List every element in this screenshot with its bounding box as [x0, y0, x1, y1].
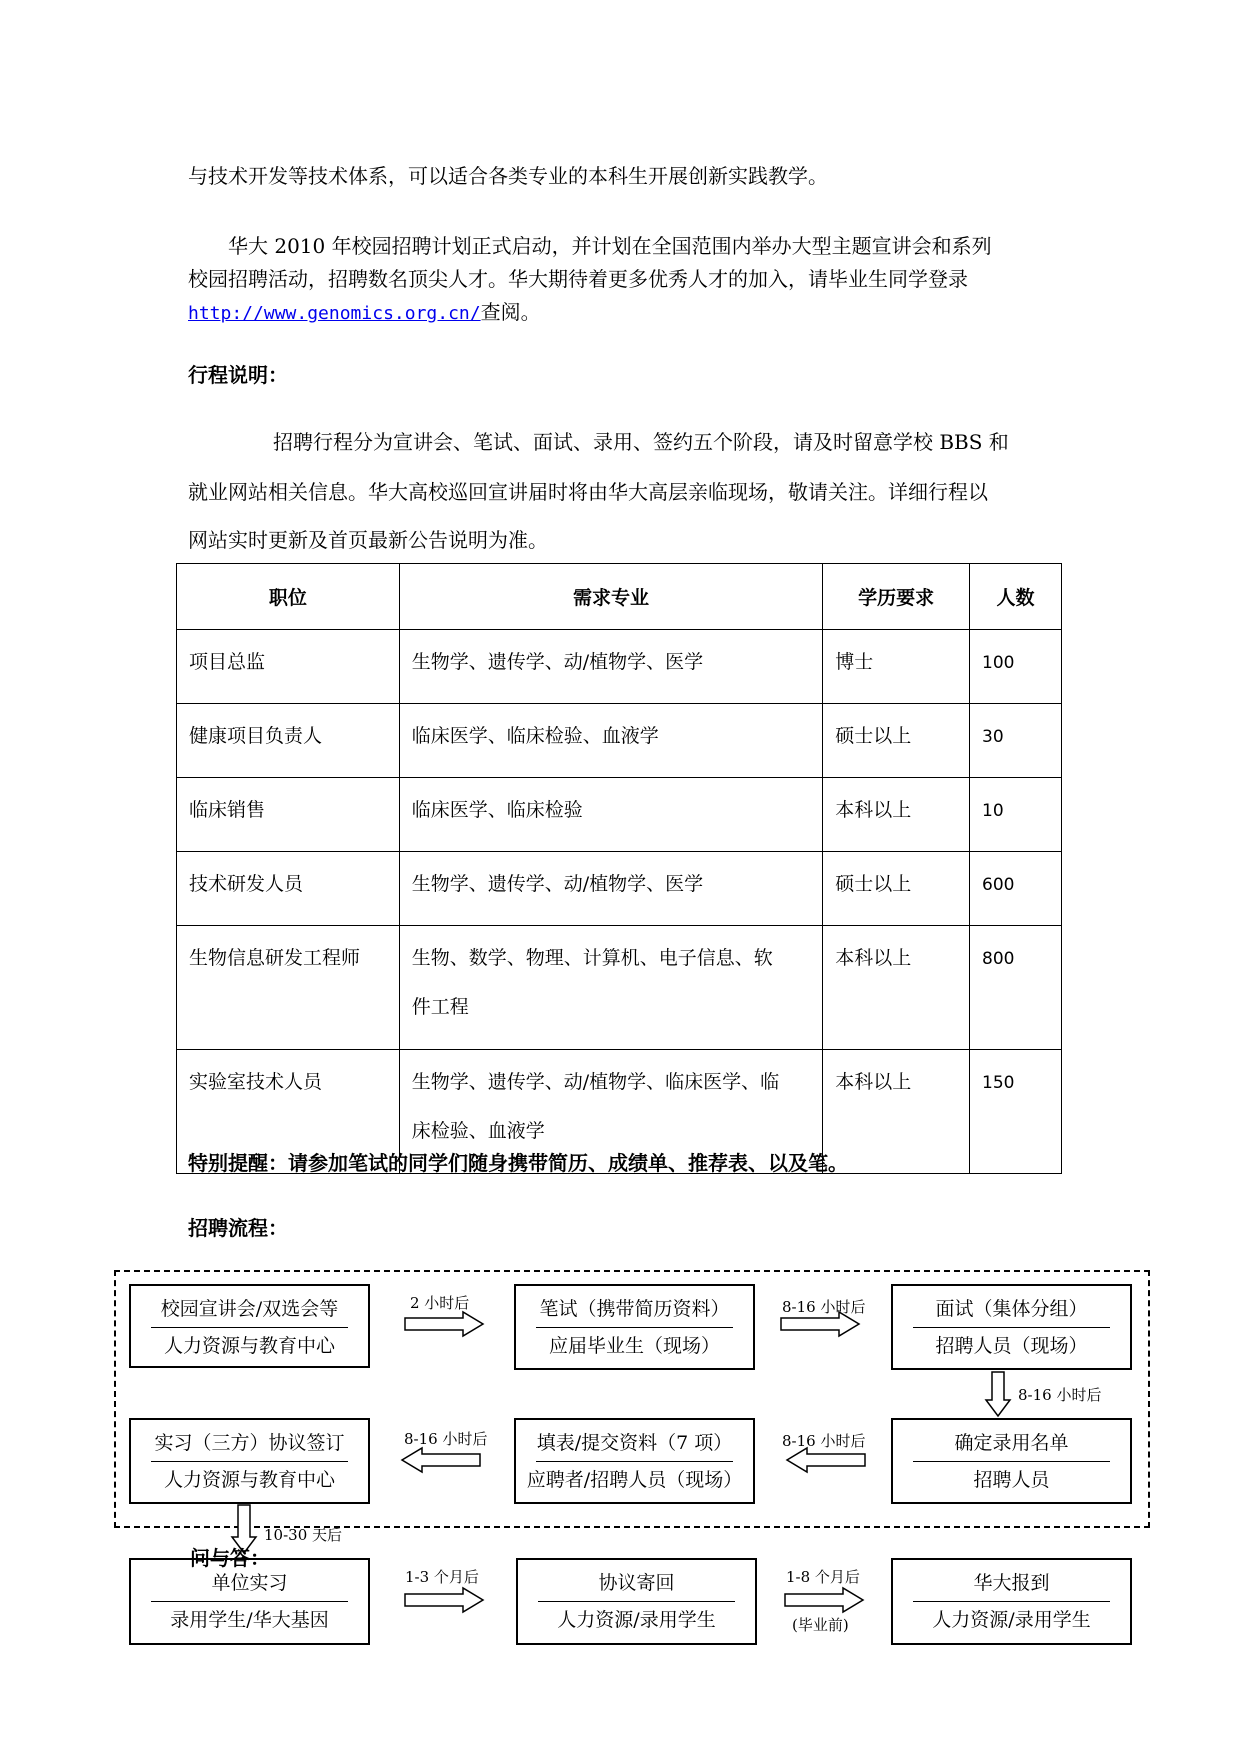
count-value: 150 — [982, 1073, 1015, 1093]
flow-box-subtitle: 应届毕业生（现场） — [548, 1335, 720, 1357]
flow-box-divider — [151, 1461, 348, 1462]
table-row — [177, 778, 1062, 852]
arrow-label: 8-16 小时后 — [782, 1298, 866, 1316]
flow-box-subtitle: 人力资源/录用学生 — [932, 1609, 1091, 1631]
flow-box-title: 面试（集体分组） — [935, 1298, 1088, 1320]
cell-education: 本科以上 — [823, 1050, 970, 1174]
positions-table — [176, 563, 1062, 1174]
arrow-left-icon — [400, 1448, 480, 1472]
flow-box-written-test — [514, 1284, 755, 1370]
flow-box-interview — [891, 1284, 1132, 1370]
major-line1: 生物学、遗传学、动/植物学、临床医学、临 — [411, 1071, 780, 1093]
cell-count — [970, 704, 1062, 778]
flow-box-hiring-list — [891, 1418, 1132, 1504]
cell-position: 临床销售 — [177, 778, 400, 852]
table-row — [177, 852, 1062, 926]
count-value: 600 — [982, 875, 1015, 895]
flow-box-title: 笔试（携带简历资料） — [539, 1298, 730, 1320]
flow-box-title: 确定录用名单 — [954, 1432, 1069, 1454]
cell-major: 生物学、遗传学、动/植物学、医学 — [399, 852, 822, 926]
count-value: 100 — [982, 653, 1015, 673]
arrow-label: 10-30 天后 — [264, 1526, 343, 1544]
cell-major: 生物学、遗传学、动/植物学、医学 — [399, 630, 822, 704]
flow-box-submit-forms — [514, 1418, 755, 1504]
flow-box-divider — [913, 1461, 1110, 1462]
flow-box-report-to-bgi — [891, 1558, 1132, 1645]
cell-position: 健康项目负责人 — [177, 704, 400, 778]
schedule-line2: 就业网站相关信息。华大高校巡回宣讲届时将由华大高层亲临现场，敬请关注。详细行程以 — [188, 480, 988, 504]
arrow-down-icon — [986, 1372, 1010, 1418]
arrow-label: 2 小时后 — [410, 1294, 470, 1312]
cell-education: 硕士以上 — [823, 852, 970, 926]
flow-box-subtitle: 人力资源与教育中心 — [163, 1469, 335, 1491]
arrow-label: 8-16 小时后 — [1018, 1386, 1102, 1404]
arrow-label: 1-3 个月后 — [405, 1568, 479, 1586]
schedule-line3: 网站实时更新及首页最新公告说明为准。 — [188, 528, 548, 552]
genomics-link[interactable]: http://www.genomics.org.cn/ — [188, 303, 481, 324]
arrow-right-icon — [405, 1312, 485, 1336]
schedule-heading: 行程说明： — [188, 363, 288, 387]
count-value: 30 — [982, 727, 1004, 747]
reminder-text: 特别提醒：请参加笔试的同学们随身携带简历、成绩单、推荐表、以及笔。 — [188, 1151, 848, 1175]
cell-position: 技术研发人员 — [177, 852, 400, 926]
flow-box-campus-talk — [129, 1284, 370, 1368]
flow-box-divider — [536, 1461, 733, 1462]
intro-line: 与技术开发等技术体系，可以适合各类专业的本科生开展创新实践教学。 — [188, 164, 828, 188]
process-heading: 招聘流程： — [188, 1216, 288, 1240]
count-value: 10 — [982, 801, 1004, 821]
flow-box-subtitle: 人力资源/录用学生 — [557, 1609, 716, 1631]
major-line2: 件工程 — [411, 996, 469, 1018]
flow-box-subtitle: 招聘人员（现场） — [935, 1335, 1088, 1357]
table-row — [177, 926, 1062, 1050]
major-line2: 床检验、血液学 — [411, 1120, 545, 1142]
flow-box-title: 实习（三方）协议签订 — [154, 1432, 345, 1454]
table-row — [177, 630, 1062, 704]
arrow-right-icon — [785, 1588, 865, 1612]
arrow-note: (毕业前) — [792, 1616, 849, 1634]
flow-box-subtitle: 人力资源与教育中心 — [163, 1335, 335, 1357]
cell-major — [399, 926, 822, 1050]
flow-box-divider — [538, 1601, 735, 1602]
table-row — [177, 704, 1062, 778]
cell-education: 博士 — [823, 630, 970, 704]
cell-major: 临床医学、临床检验 — [399, 778, 822, 852]
arrow-label: 1-8 个月后 — [786, 1568, 860, 1586]
header-education: 学历要求 — [823, 564, 970, 630]
arrow-right-icon — [405, 1588, 485, 1612]
flow-box-agreement-return — [516, 1558, 757, 1645]
flow-box-unit-internship — [129, 1558, 370, 1645]
flow-box-subtitle: 录用学生/华大基因 — [170, 1609, 329, 1631]
flow-box-divider — [913, 1601, 1110, 1602]
flow-box-title: 校园宣讲会/双选会等 — [160, 1298, 339, 1320]
table-header-row — [177, 564, 1062, 630]
recruitment-line3 — [188, 296, 1058, 325]
cell-position: 项目总监 — [177, 630, 400, 704]
qa-heading: 问与答： — [190, 1546, 270, 1570]
cell-education: 本科以上 — [823, 778, 970, 852]
schedule-line1: 招聘行程分为宣讲会、笔试、面试、录用、签约五个阶段，请及时留意学校 BBS 和 — [273, 430, 1009, 454]
count-value: 800 — [982, 949, 1015, 969]
cell-education: 本科以上 — [823, 926, 970, 1050]
flow-box-subtitle: 招聘人员 — [973, 1469, 1050, 1491]
flow-box-title: 华大报到 — [973, 1572, 1050, 1594]
cell-count — [970, 926, 1062, 1050]
arrow-label: 8-16 小时后 — [404, 1430, 488, 1448]
flow-box-divider — [913, 1327, 1110, 1328]
flow-box-subtitle: 应聘者/招聘人员（现场） — [526, 1469, 743, 1491]
flow-box-divider — [151, 1601, 348, 1602]
arrow-label: 8-16 小时后 — [782, 1432, 866, 1450]
cell-count — [970, 852, 1062, 926]
recruitment-line1: 华大 2010 年校园招聘计划正式启动，并计划在全国范围内举办大型主题宣讲会和系列 — [228, 234, 992, 258]
arrow-left-icon — [785, 1448, 865, 1472]
flow-box-divider — [151, 1327, 348, 1328]
flow-box-title: 填表/提交资料（7 项） — [536, 1432, 733, 1454]
cell-count — [970, 630, 1062, 704]
cell-count — [970, 778, 1062, 852]
header-count: 人数 — [970, 564, 1062, 630]
cell-education: 硕士以上 — [823, 704, 970, 778]
cell-major: 临床医学、临床检验、血液学 — [399, 704, 822, 778]
recruitment-line2: 校园招聘活动，招聘数名顶尖人才。华大期待着更多优秀人才的加入，请毕业生同学登录 — [188, 267, 968, 291]
cell-position: 生物信息研发工程师 — [177, 926, 400, 1050]
flow-box-title: 协议寄回 — [598, 1572, 675, 1594]
header-position: 职位 — [177, 564, 400, 630]
major-line1: 生物、数学、物理、计算机、电子信息、软 — [411, 947, 773, 969]
flow-box-title: 单位实习 — [211, 1572, 288, 1594]
link-suffix: 查阅。 — [480, 300, 541, 324]
flow-box-divider — [536, 1327, 733, 1328]
flow-box-internship-agreement — [129, 1418, 370, 1504]
cell-position: 实验室技术人员 — [177, 1050, 400, 1174]
header-major: 需求专业 — [399, 564, 822, 630]
